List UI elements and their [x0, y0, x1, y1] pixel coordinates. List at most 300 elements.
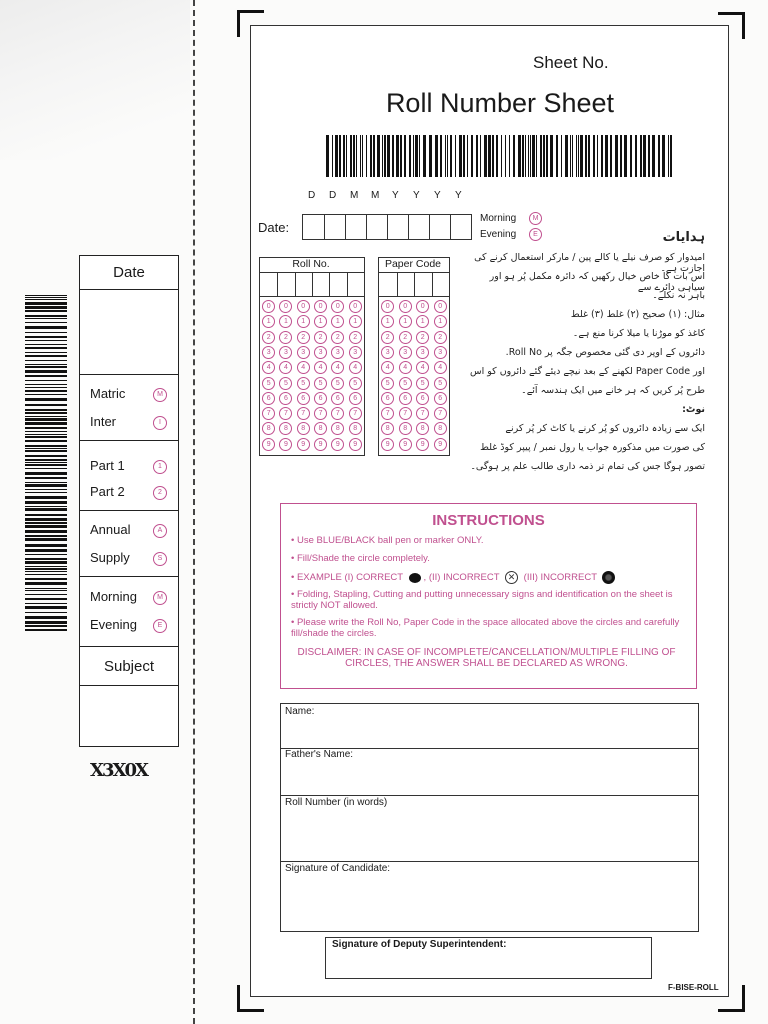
barcode-bar [25, 554, 67, 555]
barcode-bar [25, 366, 67, 368]
barcode-bar [423, 135, 426, 177]
digit-bubble[interactable]: 0 [297, 300, 310, 313]
barcode-bar [339, 135, 341, 177]
barcode-bar [440, 135, 442, 177]
digit-bubble[interactable]: 5 [314, 377, 327, 390]
disclaimer: DISCLAIMER: IN CASE OF INCOMPLETE/CANCELLATION/MULTIPLE FILLING OF CIRCLES, THE ANSWER SHALL BE DECLARED AS WRONG. [297, 647, 676, 669]
urdu-heading: ہدایات [662, 230, 705, 245]
barcode-bar [25, 370, 67, 373]
barcode-bar [578, 135, 579, 177]
digit-bubble[interactable]: 6 [381, 392, 394, 405]
date-cell-divider [366, 215, 367, 239]
digit-bubble[interactable]: 9 [381, 438, 394, 451]
barcode-bar [556, 135, 558, 177]
digit-bubble[interactable]: 0 [262, 300, 275, 313]
urdu-instruction-line: اس بات کا خاص خیال رکھیں کہ دائرہ مکمل پُر ہو اور سیاہی دائرے سے [489, 271, 705, 293]
digit-bubble[interactable]: 5 [399, 377, 412, 390]
stub-part2-bubble[interactable]: 2 [153, 486, 167, 500]
digit-bubble[interactable]: 6 [314, 392, 327, 405]
barcode-bar [25, 571, 67, 572]
barcode-bar [25, 448, 67, 449]
barcode-bar [25, 558, 67, 560]
digit-bubble[interactable]: 8 [416, 422, 429, 435]
digit-bubble[interactable]: 8 [381, 422, 394, 435]
barcode-bar [332, 135, 333, 177]
digit-bubble[interactable]: 2 [297, 331, 310, 344]
date-format-letter: Y [434, 190, 441, 201]
paper-code-header: Paper Code [384, 258, 442, 270]
digit-bubble[interactable]: 8 [434, 422, 447, 435]
father-name-label: Father's Name: [285, 749, 354, 760]
stub-inter-bubble[interactable]: I [153, 416, 167, 430]
evening-bubble[interactable]: E [529, 228, 542, 241]
digit-bubble[interactable]: 0 [331, 300, 344, 313]
barcode-bar [480, 135, 481, 177]
barcode-bar [346, 135, 347, 177]
grid-column-divider [347, 272, 348, 296]
date-format-letter: D [308, 190, 316, 201]
digit-bubble[interactable]: 1 [399, 315, 412, 328]
digit-bubble[interactable]: 2 [434, 331, 447, 344]
digit-bubble[interactable]: 8 [331, 422, 344, 435]
barcode-bar [25, 464, 67, 466]
divider [80, 374, 178, 375]
digit-bubble[interactable]: 3 [314, 346, 327, 359]
digit-bubble[interactable]: 4 [381, 361, 394, 374]
date-format-letter: Y [392, 190, 399, 201]
date-format-letter: D [329, 190, 337, 201]
barcode-bar [605, 135, 608, 177]
stub-panel [79, 255, 179, 747]
barcode-bar [25, 398, 67, 401]
digit-bubble[interactable]: 3 [262, 346, 275, 359]
barcode-bar [384, 135, 386, 177]
divider [80, 685, 178, 686]
barcode-bar [25, 295, 67, 296]
digit-bubble[interactable]: 7 [399, 407, 412, 420]
stub-part1-label: Part 1 [90, 458, 125, 473]
grid-write-divider [379, 296, 449, 297]
digit-bubble[interactable]: 8 [349, 422, 362, 435]
barcode-bar [593, 135, 595, 177]
barcode-bar [373, 135, 375, 177]
roll-no-header: Roll No. [292, 258, 330, 270]
barcode-bar [501, 135, 502, 177]
barcode-bar [455, 135, 456, 177]
grid-write-divider [260, 296, 364, 297]
barcode-bar [513, 135, 515, 177]
digit-bubble[interactable]: 3 [297, 346, 310, 359]
digit-bubble[interactable]: 0 [314, 300, 327, 313]
barcode-bar [445, 135, 446, 177]
date-label: Date: [258, 220, 290, 235]
divider [80, 510, 178, 511]
digit-bubble[interactable]: 3 [399, 346, 412, 359]
urdu-instruction-line: مثال: (۱) صحیح (۲) غلط (۳) غلط [570, 309, 705, 320]
digit-bubble[interactable]: 5 [349, 377, 362, 390]
deputy-signature-field[interactable] [325, 937, 652, 979]
barcode-bar [25, 364, 67, 365]
registration-mark [718, 985, 745, 1012]
barcode-bar [25, 574, 67, 575]
digit-bubble[interactable]: 7 [416, 407, 429, 420]
barcode-bar [25, 566, 67, 567]
stub-morning-label: Morning [90, 589, 137, 604]
digit-bubble[interactable]: 2 [314, 331, 327, 344]
barcode-bar [463, 135, 465, 177]
instruction-item: • Use BLUE/BLACK ball pen or marker ONLY. [291, 535, 484, 546]
barcode-bar [25, 455, 67, 457]
date-cell-divider [324, 215, 325, 239]
barcode-bar [525, 135, 526, 177]
barcode-bar [624, 135, 627, 177]
barcode-bar [396, 135, 399, 177]
digit-bubble[interactable]: 7 [297, 407, 310, 420]
barcode-bar [640, 135, 642, 177]
candidate-signature-label: Signature of Candidate: [285, 863, 391, 874]
barcode-bar [528, 135, 529, 177]
barcode-bar [25, 514, 67, 516]
instruction-item: • Please write the Roll No, Paper Code in the space allocated above the circles and carefully fill/shade the circles. [291, 617, 680, 639]
barcode-bar [25, 340, 67, 341]
digit-bubble[interactable]: 7 [279, 407, 292, 420]
barcode-bar [415, 135, 418, 177]
roll-number-grid[interactable] [259, 257, 365, 456]
digit-bubble[interactable]: 7 [434, 407, 447, 420]
digit-bubble[interactable]: 2 [262, 331, 275, 344]
registration-mark [718, 12, 745, 39]
digit-bubble[interactable]: 1 [434, 315, 447, 328]
barcode-bar [25, 621, 67, 624]
divider [80, 289, 178, 290]
digit-bubble[interactable]: 8 [279, 422, 292, 435]
barcode-bar [25, 310, 67, 312]
barcode-bar [400, 135, 402, 177]
barcode-bar [25, 322, 67, 323]
barcode-bar [540, 135, 542, 177]
barcode-bar [25, 326, 67, 329]
digit-bubble[interactable]: 7 [381, 407, 394, 420]
barcode-bar [25, 625, 67, 627]
digit-bubble[interactable]: 6 [416, 392, 429, 405]
barcode-bar [25, 434, 67, 435]
urdu-instruction-line: کی صورت میں مذکورہ جواب یا رول نمبر / پیپر کوڈ غلط [480, 442, 705, 453]
urdu-instruction-line: امیدوار کو صرف نیلے یا کالے پین / مارکر استعمال کرنے کی اجازت ہے۔ [474, 252, 705, 274]
barcode-bar [25, 462, 67, 463]
digit-bubble[interactable]: 7 [262, 407, 275, 420]
barcode-bar [25, 347, 67, 349]
digit-bubble[interactable]: 5 [434, 377, 447, 390]
barcode-bar [377, 135, 380, 177]
barcode-bar [25, 450, 67, 452]
digit-bubble[interactable]: 4 [416, 361, 429, 374]
registration-mark [237, 985, 264, 1012]
barcode-bar [546, 135, 548, 177]
digit-bubble[interactable]: 0 [381, 300, 394, 313]
digit-bubble[interactable]: 0 [416, 300, 429, 313]
digit-bubble[interactable]: 6 [399, 392, 412, 405]
barcode-bar [488, 135, 491, 177]
barcode-bar [25, 336, 67, 338]
digit-bubble[interactable]: 3 [331, 346, 344, 359]
barcode-bar [25, 440, 67, 442]
barcode-bar [370, 135, 372, 177]
stub-evening-bubble[interactable]: E [153, 619, 167, 633]
barcode-bar [429, 135, 432, 177]
digit-bubble[interactable]: 3 [381, 346, 394, 359]
barcode-bar [496, 135, 498, 177]
barcode-bar [25, 496, 67, 499]
barcode-bar [25, 538, 67, 541]
morning-label: Morning [480, 213, 517, 224]
barcode-bar [536, 135, 537, 177]
barcode-bar [658, 135, 660, 177]
digit-bubble[interactable]: 9 [399, 438, 412, 451]
digit-bubble[interactable]: 3 [434, 346, 447, 359]
digit-bubble[interactable]: 9 [416, 438, 429, 451]
barcode-bar [652, 135, 655, 177]
barcode-bar [25, 489, 67, 490]
barcode-bar [25, 544, 67, 547]
barcode-bar [25, 482, 67, 483]
barcode-bar [25, 416, 67, 417]
stub-subject-label: Subject [103, 658, 155, 675]
digit-bubble[interactable]: 4 [314, 361, 327, 374]
digit-bubble[interactable]: 0 [349, 300, 362, 313]
digit-bubble[interactable]: 3 [416, 346, 429, 359]
form-code: F-BISE-ROLL [668, 983, 719, 992]
digit-bubble[interactable]: 1 [349, 315, 362, 328]
barcode-bar [459, 135, 462, 177]
digit-bubble[interactable]: 5 [262, 377, 275, 390]
digit-bubble[interactable]: 4 [297, 361, 310, 374]
instruction-item: • Folding, Stapling, Cutting and putting unnecessary signs and identification on the sheet is strictly NOT allowed. [291, 589, 673, 611]
barcode-bar [382, 135, 383, 177]
digit-bubble[interactable]: 6 [331, 392, 344, 405]
digit-bubble[interactable]: 8 [314, 422, 327, 435]
instructions-box [280, 503, 697, 689]
digit-bubble[interactable]: 4 [399, 361, 412, 374]
barcode-bar [25, 409, 67, 411]
barcode-bar [25, 588, 67, 589]
barcode-bar [25, 427, 67, 429]
digit-bubble[interactable]: 5 [381, 377, 394, 390]
barcode-bar [643, 135, 646, 177]
grid-column-divider [295, 272, 296, 296]
barcode-bar [530, 135, 531, 177]
barcode-bar [543, 135, 545, 177]
evening-label: Evening [480, 229, 517, 240]
barcode-bar [25, 561, 67, 564]
digit-bubble[interactable]: 1 [416, 315, 429, 328]
date-format-letter: Y [413, 190, 420, 201]
barcode-bar [387, 135, 390, 177]
digit-bubble[interactable]: 6 [434, 392, 447, 405]
digit-bubble[interactable]: 9 [314, 438, 327, 451]
barcode-bar [580, 135, 583, 177]
barcode-bar [25, 501, 67, 504]
stub-barcode [25, 295, 67, 635]
barcode-bar [360, 135, 361, 177]
digit-bubble[interactable]: 9 [279, 438, 292, 451]
digit-bubble[interactable]: 9 [349, 438, 362, 451]
digit-bubble[interactable]: 5 [279, 377, 292, 390]
instruction-item: • EXAMPLE (I) CORRECT , (II) INCORRECT ✕ (III) INCORRECT [291, 571, 686, 584]
stub-morning-bubble[interactable]: M [153, 591, 167, 605]
barcode-bar [25, 477, 67, 479]
barcode-bar [25, 390, 67, 392]
digit-bubble[interactable]: 1 [262, 315, 275, 328]
barcode-bar [585, 135, 587, 177]
divider [80, 646, 178, 647]
barcode-bar [25, 530, 67, 533]
stub-date-label: Date [113, 264, 145, 281]
grid-column-divider [432, 272, 433, 296]
barcode-bar [404, 135, 406, 177]
urdu-instruction-line: ایک سے زیادہ دائروں کو پُر کرنے یا کاٹ کر پُر کرنے [505, 423, 705, 434]
barcode-bar [505, 135, 506, 177]
digit-bubble[interactable]: 6 [279, 392, 292, 405]
father-name-field[interactable] [280, 747, 699, 796]
date-format-letter: M [371, 190, 380, 201]
roll-number-words-field[interactable] [280, 795, 699, 862]
date-cell-divider [429, 215, 430, 239]
urdu-instruction-line: تصور ہوگا جس کی تمام تر ذمہ داری طالب علم پر ہوگی۔ [470, 461, 705, 472]
urdu-instruction-line: طرح پُر کریں کہ ہر خانے میں ایک ہندسہ آئے۔ [521, 385, 705, 396]
digit-bubble[interactable]: 9 [262, 438, 275, 451]
barcode-bar [419, 135, 420, 177]
digit-bubble[interactable]: 2 [349, 331, 362, 344]
barcode-bar [25, 603, 67, 604]
barcode-bar [435, 135, 438, 177]
digit-bubble[interactable]: 5 [416, 377, 429, 390]
barcode-bar [467, 135, 468, 177]
digit-bubble[interactable]: 1 [331, 315, 344, 328]
digit-bubble[interactable]: 2 [331, 331, 344, 344]
digit-bubble[interactable]: 4 [279, 361, 292, 374]
digit-bubble[interactable]: 6 [349, 392, 362, 405]
barcode-bar [25, 484, 67, 487]
stub-inter-label: Inter [90, 414, 117, 429]
barcode-bar [25, 418, 67, 421]
barcode-bar [25, 355, 67, 357]
digit-bubble[interactable]: 7 [314, 407, 327, 420]
barcode-bar [25, 525, 67, 528]
barcode-bar [25, 318, 67, 319]
barcode-bar [25, 508, 67, 511]
barcode-bar [25, 352, 67, 353]
stub-supply-label: Supply [90, 550, 130, 565]
instruction-item: • Fill/Shade the circle completely. [291, 553, 430, 564]
barcode-bar [25, 568, 67, 570]
digit-bubble[interactable]: 2 [279, 331, 292, 344]
stub-annual-label: Annual [90, 522, 131, 537]
barcode-bar [447, 135, 448, 177]
barcode-bar [343, 135, 345, 177]
stub-matric-label: Matric [90, 386, 126, 401]
stub-supply-bubble[interactable]: S [153, 552, 167, 566]
barcode-bar [550, 135, 553, 177]
barcode-bar [25, 332, 67, 333]
date-input-boxes[interactable] [302, 214, 472, 240]
digit-bubble[interactable]: 8 [262, 422, 275, 435]
barcode-bar [561, 135, 562, 177]
barcode-bar [450, 135, 452, 177]
digit-bubble[interactable]: 4 [331, 361, 344, 374]
digit-bubble[interactable]: 8 [399, 422, 412, 435]
digit-bubble[interactable]: 1 [279, 315, 292, 328]
roll-number-words-label: Roll Number (in words) [285, 797, 388, 808]
digit-bubble[interactable]: 7 [331, 407, 344, 420]
digit-bubble[interactable]: 2 [399, 331, 412, 344]
digit-bubble[interactable]: 2 [416, 331, 429, 344]
digit-bubble[interactable]: 4 [349, 361, 362, 374]
barcode-bar [25, 431, 67, 432]
digit-bubble[interactable]: 9 [434, 438, 447, 451]
digit-bubble[interactable]: 1 [381, 315, 394, 328]
stub-matric-bubble[interactable]: M [153, 388, 167, 402]
urdu-instruction-line: اور Paper Code لکھنے کے بعد نیچے دیئے گئے دائروں کو اس [470, 366, 705, 377]
barcode-bar [356, 135, 357, 177]
candidate-signature-field[interactable] [280, 861, 699, 932]
barcode-bar [25, 582, 67, 585]
barcode-bar [25, 459, 67, 461]
barcode-bar [601, 135, 603, 177]
digit-bubble[interactable]: 6 [262, 392, 275, 405]
digit-bubble[interactable]: 0 [399, 300, 412, 313]
paper-code-grid[interactable] [378, 257, 450, 456]
stub-part1-bubble[interactable]: 1 [153, 460, 167, 474]
name-field[interactable] [280, 703, 699, 749]
digit-bubble[interactable]: 8 [297, 422, 310, 435]
digit-bubble[interactable]: 3 [349, 346, 362, 359]
digit-bubble[interactable]: 4 [434, 361, 447, 374]
barcode-bar [615, 135, 618, 177]
barcode-bar [25, 404, 67, 406]
digit-bubble[interactable]: 9 [297, 438, 310, 451]
digit-bubble[interactable]: 7 [349, 407, 362, 420]
barcode-bar [25, 299, 67, 300]
digit-bubble[interactable]: 9 [331, 438, 344, 451]
sheet-barcode [326, 135, 676, 177]
barcode-bar [350, 135, 352, 177]
digit-bubble[interactable]: 6 [297, 392, 310, 405]
barcode-bar [570, 135, 571, 177]
digit-bubble[interactable]: 5 [297, 377, 310, 390]
paper-smudge [0, 0, 190, 160]
barcode-bar [484, 135, 487, 177]
stub-evening-label: Evening [90, 617, 137, 632]
stub-annual-bubble[interactable]: A [153, 524, 167, 538]
digit-bubble[interactable]: 2 [381, 331, 394, 344]
digit-bubble[interactable]: 0 [434, 300, 447, 313]
digit-bubble[interactable]: 0 [279, 300, 292, 313]
digit-bubble[interactable]: 1 [297, 315, 310, 328]
grid-column-divider [277, 272, 278, 296]
digit-bubble[interactable]: 1 [314, 315, 327, 328]
deputy-signature-label: Signature of Deputy Superintendent: [332, 939, 507, 950]
barcode-bar [588, 135, 590, 177]
morning-bubble[interactable]: M [529, 212, 542, 225]
digit-bubble[interactable]: 5 [331, 377, 344, 390]
barcode-bar [576, 135, 577, 177]
barcode-bar [25, 445, 67, 447]
barcode-bar [492, 135, 494, 177]
digit-bubble[interactable]: 3 [279, 346, 292, 359]
barcode-bar [471, 135, 473, 177]
digit-bubble[interactable]: 4 [262, 361, 275, 374]
barcode-bar [670, 135, 672, 177]
